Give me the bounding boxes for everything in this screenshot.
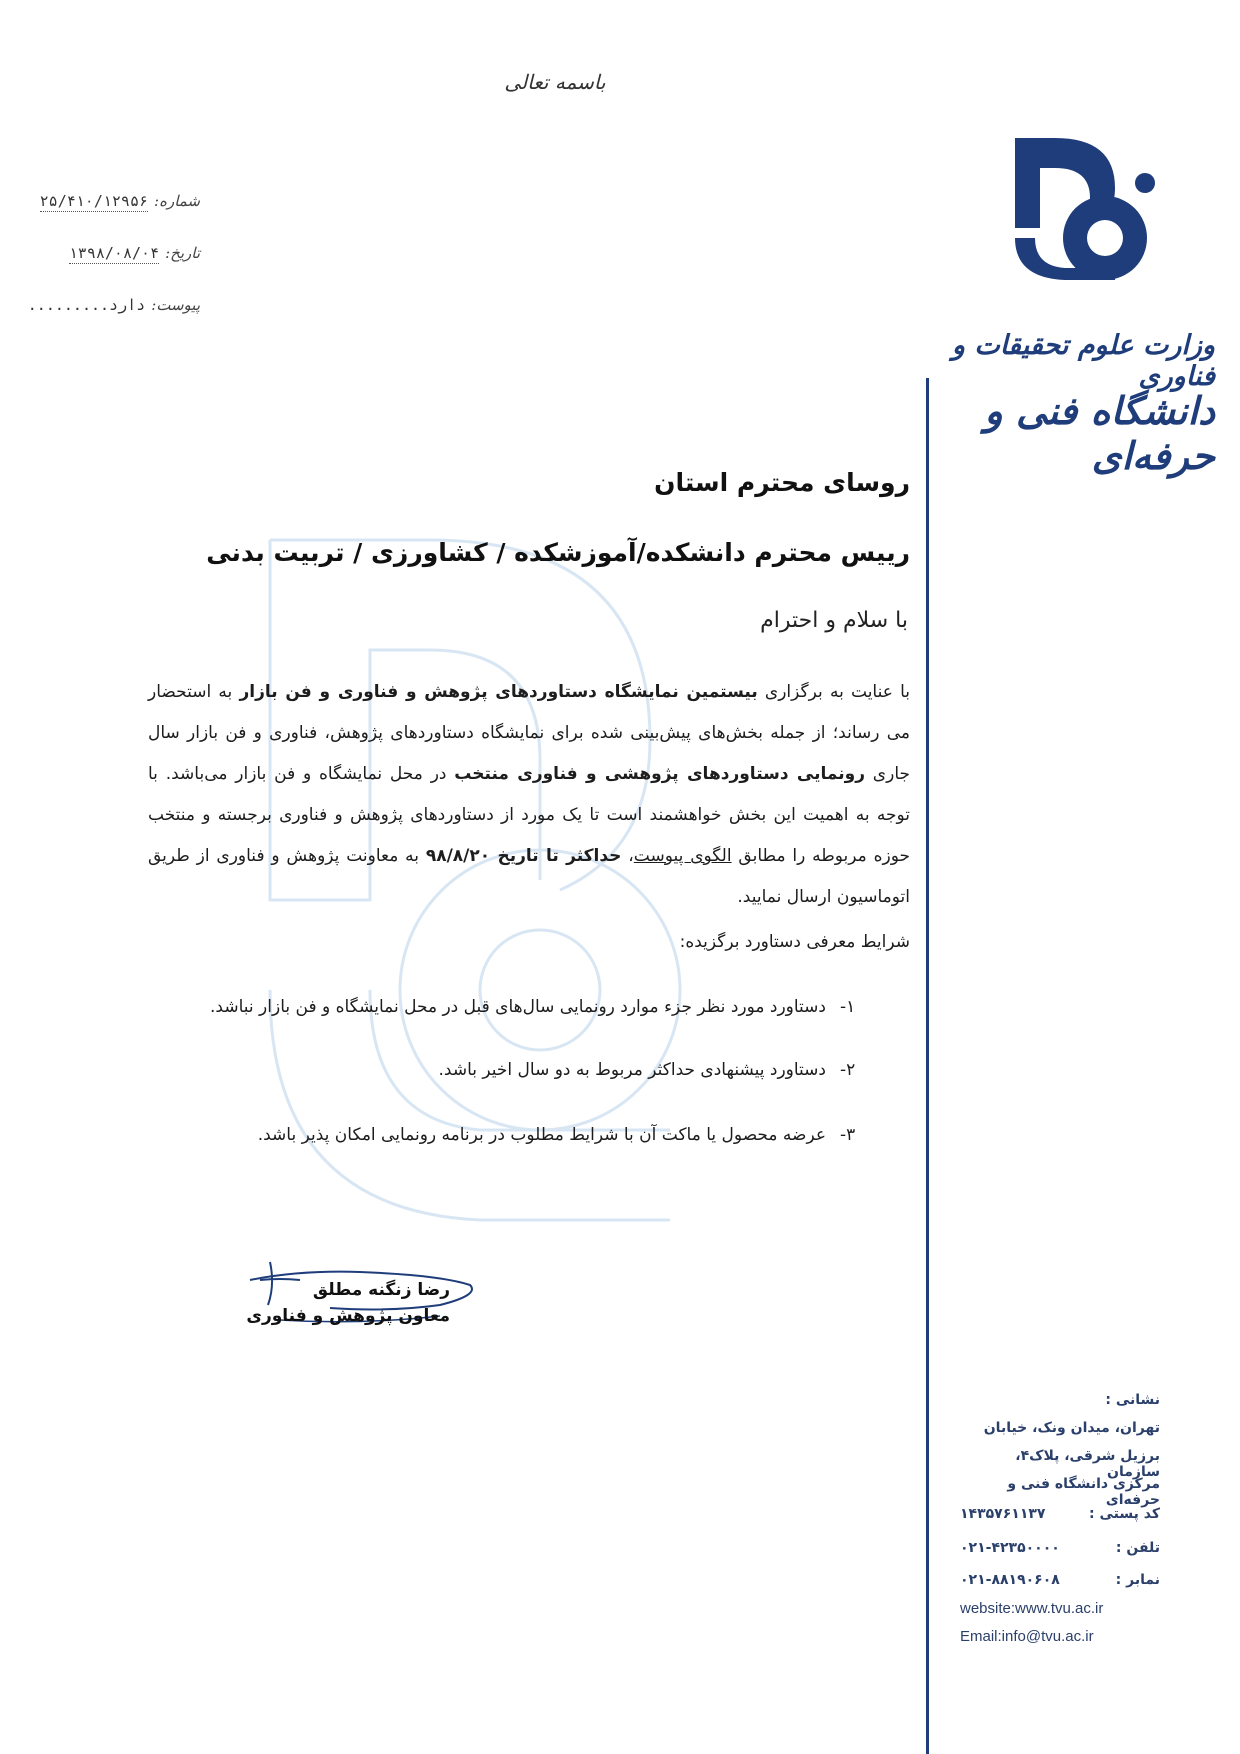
address-line: تهران، میدان ونک، خیابان: [983, 1420, 1160, 1436]
body-underline-attachment-template: الگوی پیوست: [633, 846, 732, 866]
university-name: دانشگاه فنی و حرفه‌ای: [984, 388, 1215, 478]
condition-number: ۲-: [840, 1060, 856, 1080]
body-segment: ،: [621, 846, 634, 866]
condition-item: [150, 1060, 870, 1080]
conditions-title: شرایط معرفی دستاورد برگزیده:: [679, 932, 910, 952]
body-emphasis-deadline: حداکثر تا تاریخ ۹۸/۸/۲۰: [425, 846, 622, 866]
body-segment: در محل نمایشگاه و فن بازار می‌باشد. با توجه به اهمیت این بخش خواهشمند است تا یک مورد از دستاوردهای پژوهش و فناوری برجسته و منتخب حوزه مربوطه را مطابق: [148, 764, 911, 866]
address-line: برزیل شرقی، پلاک۴، سازمان: [1015, 1448, 1160, 1480]
body-segment: به استحضار می رساند؛ از جمله بخش‌های پیش‌بینی شده برای نمایشگاه دستاوردهای پژوهش، فناوری و فن بازار سال جاری: [148, 682, 911, 784]
body-emphasis-unveiling: رونمایی دستاوردهای پژوهشی و فناوری منتخب: [454, 764, 865, 784]
university-logo-icon: [995, 128, 1165, 288]
condition-text: عرضه محصول یا ماکت آن با شرایط مطلوب در برنامه رونمایی امکان پذیر باشد.: [257, 1125, 826, 1145]
letter-number-label: شماره:: [154, 192, 200, 210]
salutation: با سلام و احترام: [760, 608, 908, 633]
body-segment: به معاونت پژوهش و فناوری از طریق اتوماسیون ارسال نمایید.: [148, 846, 910, 907]
fax-label: نمابر :: [1115, 1572, 1160, 1588]
condition-item: [150, 997, 870, 1017]
addressee-line-2: رییس محترم دانشکده/آموزشکده / کشاورزی / تربیت بدنی: [206, 538, 910, 567]
letter-attachment-value: دارد.........: [27, 296, 146, 314]
postal-code-label: کد پستی :: [1089, 1506, 1160, 1522]
letter-attachment-label: پیوست:: [151, 296, 200, 314]
address-label: نشانی :: [1105, 1392, 1160, 1408]
condition-number: ۱-: [840, 997, 856, 1017]
body-segment: با عنایت به برگزاری: [757, 682, 911, 702]
postal-code-value: ۱۴۳۵۷۶۱۱۳۷: [960, 1506, 1046, 1522]
letter-date-label: تاریخ:: [165, 244, 200, 262]
fax-value: ۰۲۱-۸۸۱۹۰۶۰۸: [960, 1572, 1060, 1588]
letter-number-value: ۲۵/۴۱۰/۱۲۹۵۶: [39, 192, 149, 210]
condition-text: دستاورد پیشنهادی حداکثر مربوط به دو سال اخیر باشد.: [438, 1060, 826, 1080]
phone-label: تلفن :: [1115, 1540, 1160, 1556]
ministry-name: وزارت علوم تحقیقات و فناوری: [951, 330, 1215, 392]
condition-text: دستاورد مورد نظر جزء موارد رونمایی سال‌های قبل در محل نمایشگاه و فن بازار نباشد.: [210, 997, 826, 1017]
vertical-divider: [926, 378, 929, 1754]
fax: [960, 1572, 1160, 1588]
address-line: مرکزی دانشگاه فنی و حرفه‌ای: [1007, 1476, 1160, 1508]
phone: [960, 1540, 1160, 1556]
email-link[interactable]: Email:info@tvu.ac.ir: [960, 1628, 1094, 1645]
signer-title: معاون پژوهش و فناوری: [246, 1306, 450, 1326]
letter-attachment: [27, 296, 200, 315]
postal-code: [960, 1506, 1160, 1522]
letter-date-value: ۱۳۹۸/۰۸/۰۴: [68, 244, 160, 262]
signer-name: رضا زنگنه مطلق: [312, 1280, 450, 1300]
invocation-header: باسمه تعالی: [504, 70, 606, 94]
condition-item: [150, 1125, 870, 1145]
letter-body: [148, 672, 910, 918]
website-link[interactable]: website:www.tvu.ac.ir: [960, 1600, 1104, 1617]
condition-number: ۳-: [840, 1125, 856, 1145]
addressee-line-1: روسای محترم استان: [654, 468, 910, 497]
body-emphasis-exhibition: بیستمین نمایشگاه دستاوردهای پژوهش و فناوری و فن بازار: [239, 682, 758, 702]
letter-date: [30, 244, 200, 264]
letter-number: [30, 192, 200, 212]
phone-value: ۰۲۱-۴۲۳۵۰۰۰۰: [960, 1540, 1060, 1556]
